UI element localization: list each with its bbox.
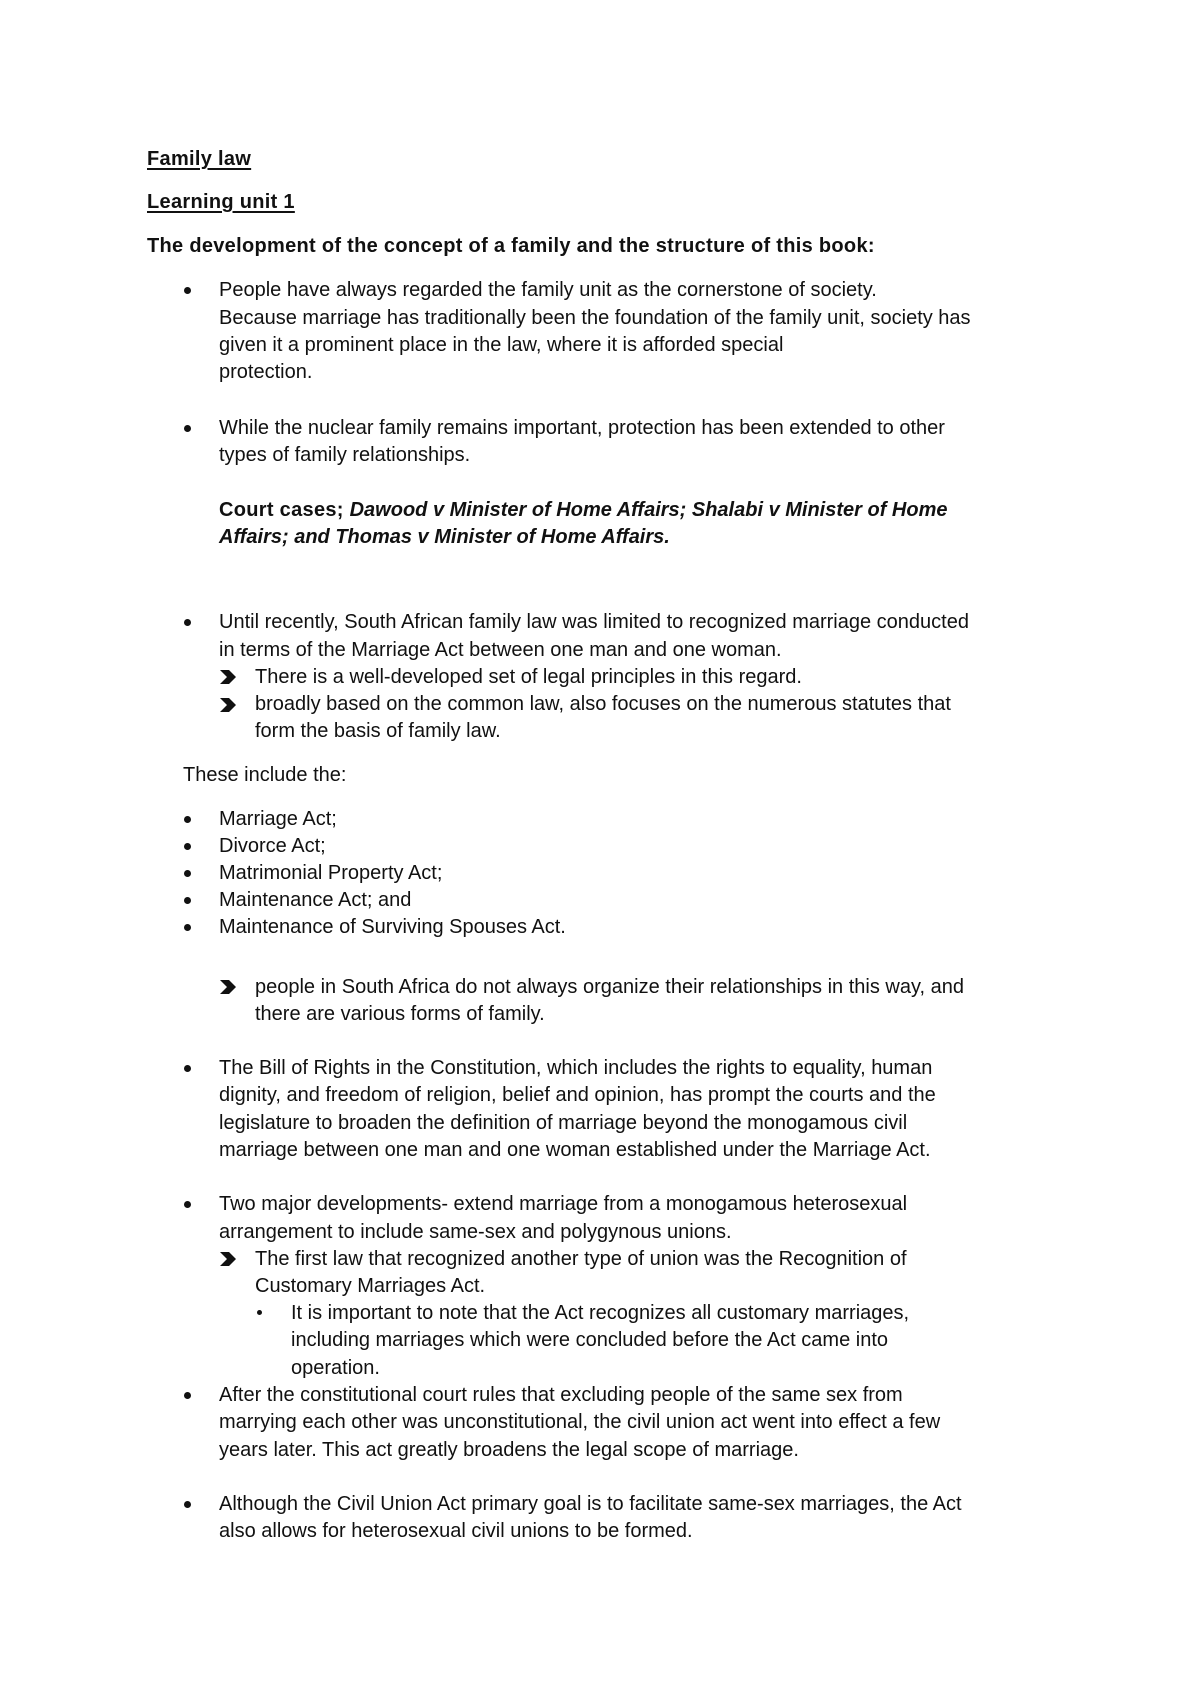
act-list-item: Marriage Act; [219,808,337,830]
bullet-dot-icon [184,816,191,823]
arrow-bullet-icon [219,697,237,713]
bullet-text: Although the Civil Union Act primary goal is to facilitate same-sex marriages, the Act [219,1493,962,1515]
bullet-dot-icon [184,1501,191,1508]
bullet-text: Because marriage has traditionally been the foundation of the family unit, society has [219,307,971,329]
bullet-dot-icon [184,425,191,432]
bullet-dot-icon [184,1065,191,1072]
section-heading: The development of the concept of a family and the structure of this book: [147,235,875,257]
bullet-text: The Bill of Rights in the Constitution, which includes the rights to equality, human [219,1057,933,1079]
bullet-dot-icon [184,1201,191,1208]
bullet-text: Until recently, South African family law was limited to recognized marriage conducted [219,611,969,633]
bullet-text: People have always regarded the family unit as the cornerstone of society. [219,279,877,301]
bullet-text: protection. [219,361,313,383]
bullet-text: legislature to broaden the definition of marriage beyond the monogamous civil [219,1112,908,1134]
sub-bullet-dot-icon [257,1310,262,1315]
sub-bullet-text: It is important to note that the Act recognizes all customary marriages, [291,1302,910,1324]
court-cases-line [219,497,947,524]
court-cases-label: Court cases; [219,499,350,521]
arrow-item-text: form the basis of family law. [255,720,501,742]
arrow-bullet-icon [219,669,237,685]
sub-bullet-text: operation. [291,1357,380,1379]
bullet-text: Two major developments- extend marriage from a monogamous heterosexual [219,1193,908,1215]
bullet-dot-icon [184,924,191,931]
list-intro: These include the: [183,764,347,786]
arrow-item-text: Customary Marriages Act. [255,1275,486,1297]
bullet-text: in terms of the Marriage Act between one man and one woman. [219,639,782,661]
bullet-text: types of family relationships. [219,444,471,466]
arrow-item-text: people in South Africa do not always organize their relationships in this way, and [255,976,964,998]
bullet-text: marrying each other was unconstitutional, the civil union act went into effect a few [219,1411,941,1433]
bullet-text: While the nuclear family remains important, protection has been extended to other [219,417,945,439]
arrow-bullet-icon [219,1251,237,1267]
bullet-dot-icon [184,897,191,904]
sub-bullet-text: including marriages which were concluded before the Act came into [291,1329,888,1351]
bullet-text: given it a prominent place in the law, where it is afforded special [219,334,784,356]
bullet-dot-icon [184,1392,191,1399]
bullet-text: also allows for heterosexual civil unions to be formed. [219,1520,693,1542]
bullet-text: marriage between one man and one woman established under the Marriage Act. [219,1139,931,1161]
act-list-item: Matrimonial Property Act; [219,862,443,884]
act-list-item: Divorce Act; [219,835,326,857]
learning-unit-heading: Learning unit 1 [147,191,295,213]
arrow-item-text: The first law that recognized another type of union was the Recognition of [255,1248,907,1270]
bullet-dot-icon [184,619,191,626]
bullet-dot-icon [184,870,191,877]
bullet-dot-icon [184,287,191,294]
arrow-item-text: there are various forms of family. [255,1003,545,1025]
bullet-dot-icon [184,843,191,850]
court-case-names: Dawood v Minister of Home Affairs; Shalabi v Minister of Home [349,499,948,521]
bullet-text: dignity, and freedom of religion, belief and opinion, has prompt the courts and the [219,1084,936,1106]
act-list-item: Maintenance Act; and [219,889,412,911]
bullet-text: arrangement to include same-sex and polygynous unions. [219,1221,732,1243]
document-title: Family law [147,148,252,170]
arrow-bullet-icon [219,979,237,995]
court-case-names: Affairs; and Thomas v Minister of Home Affairs. [219,526,670,548]
arrow-item-text: broadly based on the common law, also focuses on the numerous statutes that [255,693,951,715]
bullet-text: years later. This act greatly broadens the legal scope of marriage. [219,1439,799,1461]
act-list-item: Maintenance of Surviving Spouses Act. [219,916,566,938]
arrow-item-text: There is a well-developed set of legal principles in this regard. [255,666,802,688]
bullet-text: After the constitutional court rules that excluding people of the same sex from [219,1384,903,1406]
